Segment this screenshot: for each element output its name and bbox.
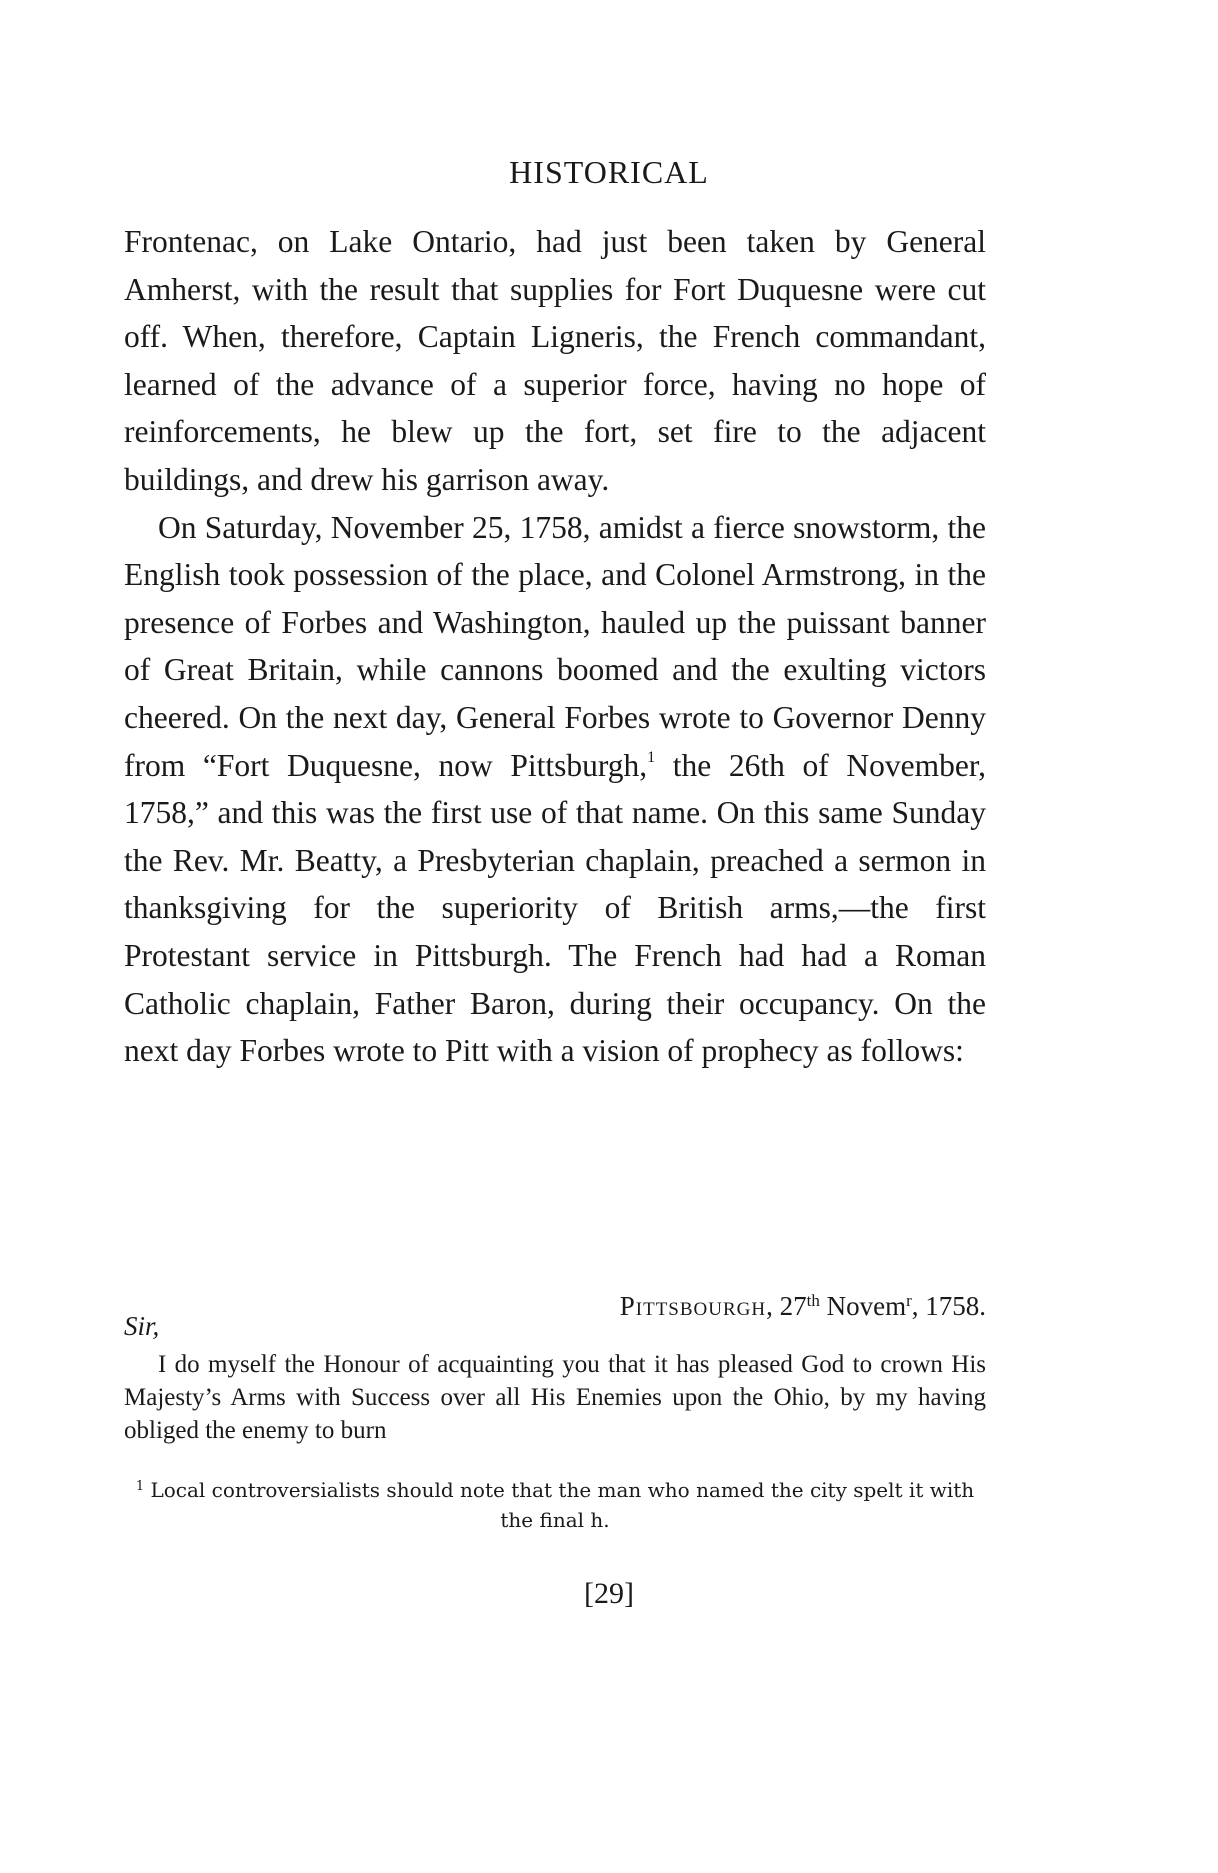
letter-text: I do myself the Honour of acquainting you that it has pleased God to crown His Majesty’s Arms with Success over all His Enemies upon the Ohio, by my having obliged the enemy to burn (124, 1351, 986, 1444)
footnote-text: Local controversialists should note that the man who named the city spelt it with the final h. (144, 1478, 975, 1532)
letter-body (124, 1348, 986, 1447)
dateline-month: Novem (826, 1291, 907, 1321)
running-head: HISTORICAL (509, 154, 709, 190)
footnote-reference: 1 (647, 748, 656, 766)
paragraph-2-part-1: On Saturday, November 25, 1758, amidst a fierce snowstorm, the English took possession of the place, and Colonel Armstrong, in the presence of Forbes and Washington, hauled up the puissant banner of Great Britain, while cannons boomed and the exulting victors cheered. On the next day, General Forbes wrote to Governor Denny from “Fort Duquesne, now Pittsburgh, (124, 509, 986, 783)
paragraph-1: Frontenac, on Lake Ontario, had just been taken by General Amherst, with the result that supplies for Fort Duquesne were cut off. When, therefore, Captain Ligneris, the French commandant, learned of the advance of a superior force, having no hope of reinforcements, he blew up the fort, set fire to the adjacent buildings, and drew his garrison away. (124, 224, 986, 497)
letter-salutation: Sir, (124, 1311, 160, 1341)
body-text (124, 218, 986, 1075)
page-number: [29] (584, 1577, 634, 1610)
paragraph-2 (124, 504, 986, 1075)
footnote (124, 1475, 986, 1535)
dateline-day-suffix: th (806, 1291, 820, 1310)
dateline-year: , 1758. (911, 1291, 986, 1321)
dateline-place: Pittsbourgh (619, 1291, 767, 1321)
letter-dateline: Pittsbourgh, 27th Novem$^r$, 1758. (619, 1291, 986, 1321)
dateline-month-suffix: r (906, 1291, 912, 1310)
footnote-marker: 1 (135, 1479, 145, 1494)
paragraph-2-part-2: the 26th of November, 1758,” and this was the first use of that name. On this same Sunday the Rev. Mr. Beatty, a Presbyterian chaplain, preached a sermon in thanksgiving for the superiority of British arms,—the first Protestant service in Pittsburgh. The French had had a Roman Catholic chaplain, Father Baron, during their occupancy. On the next day Forbes wrote to Pitt with a vision of prophecy as follows: (124, 747, 986, 1069)
dateline-day: 27 (779, 1291, 807, 1321)
